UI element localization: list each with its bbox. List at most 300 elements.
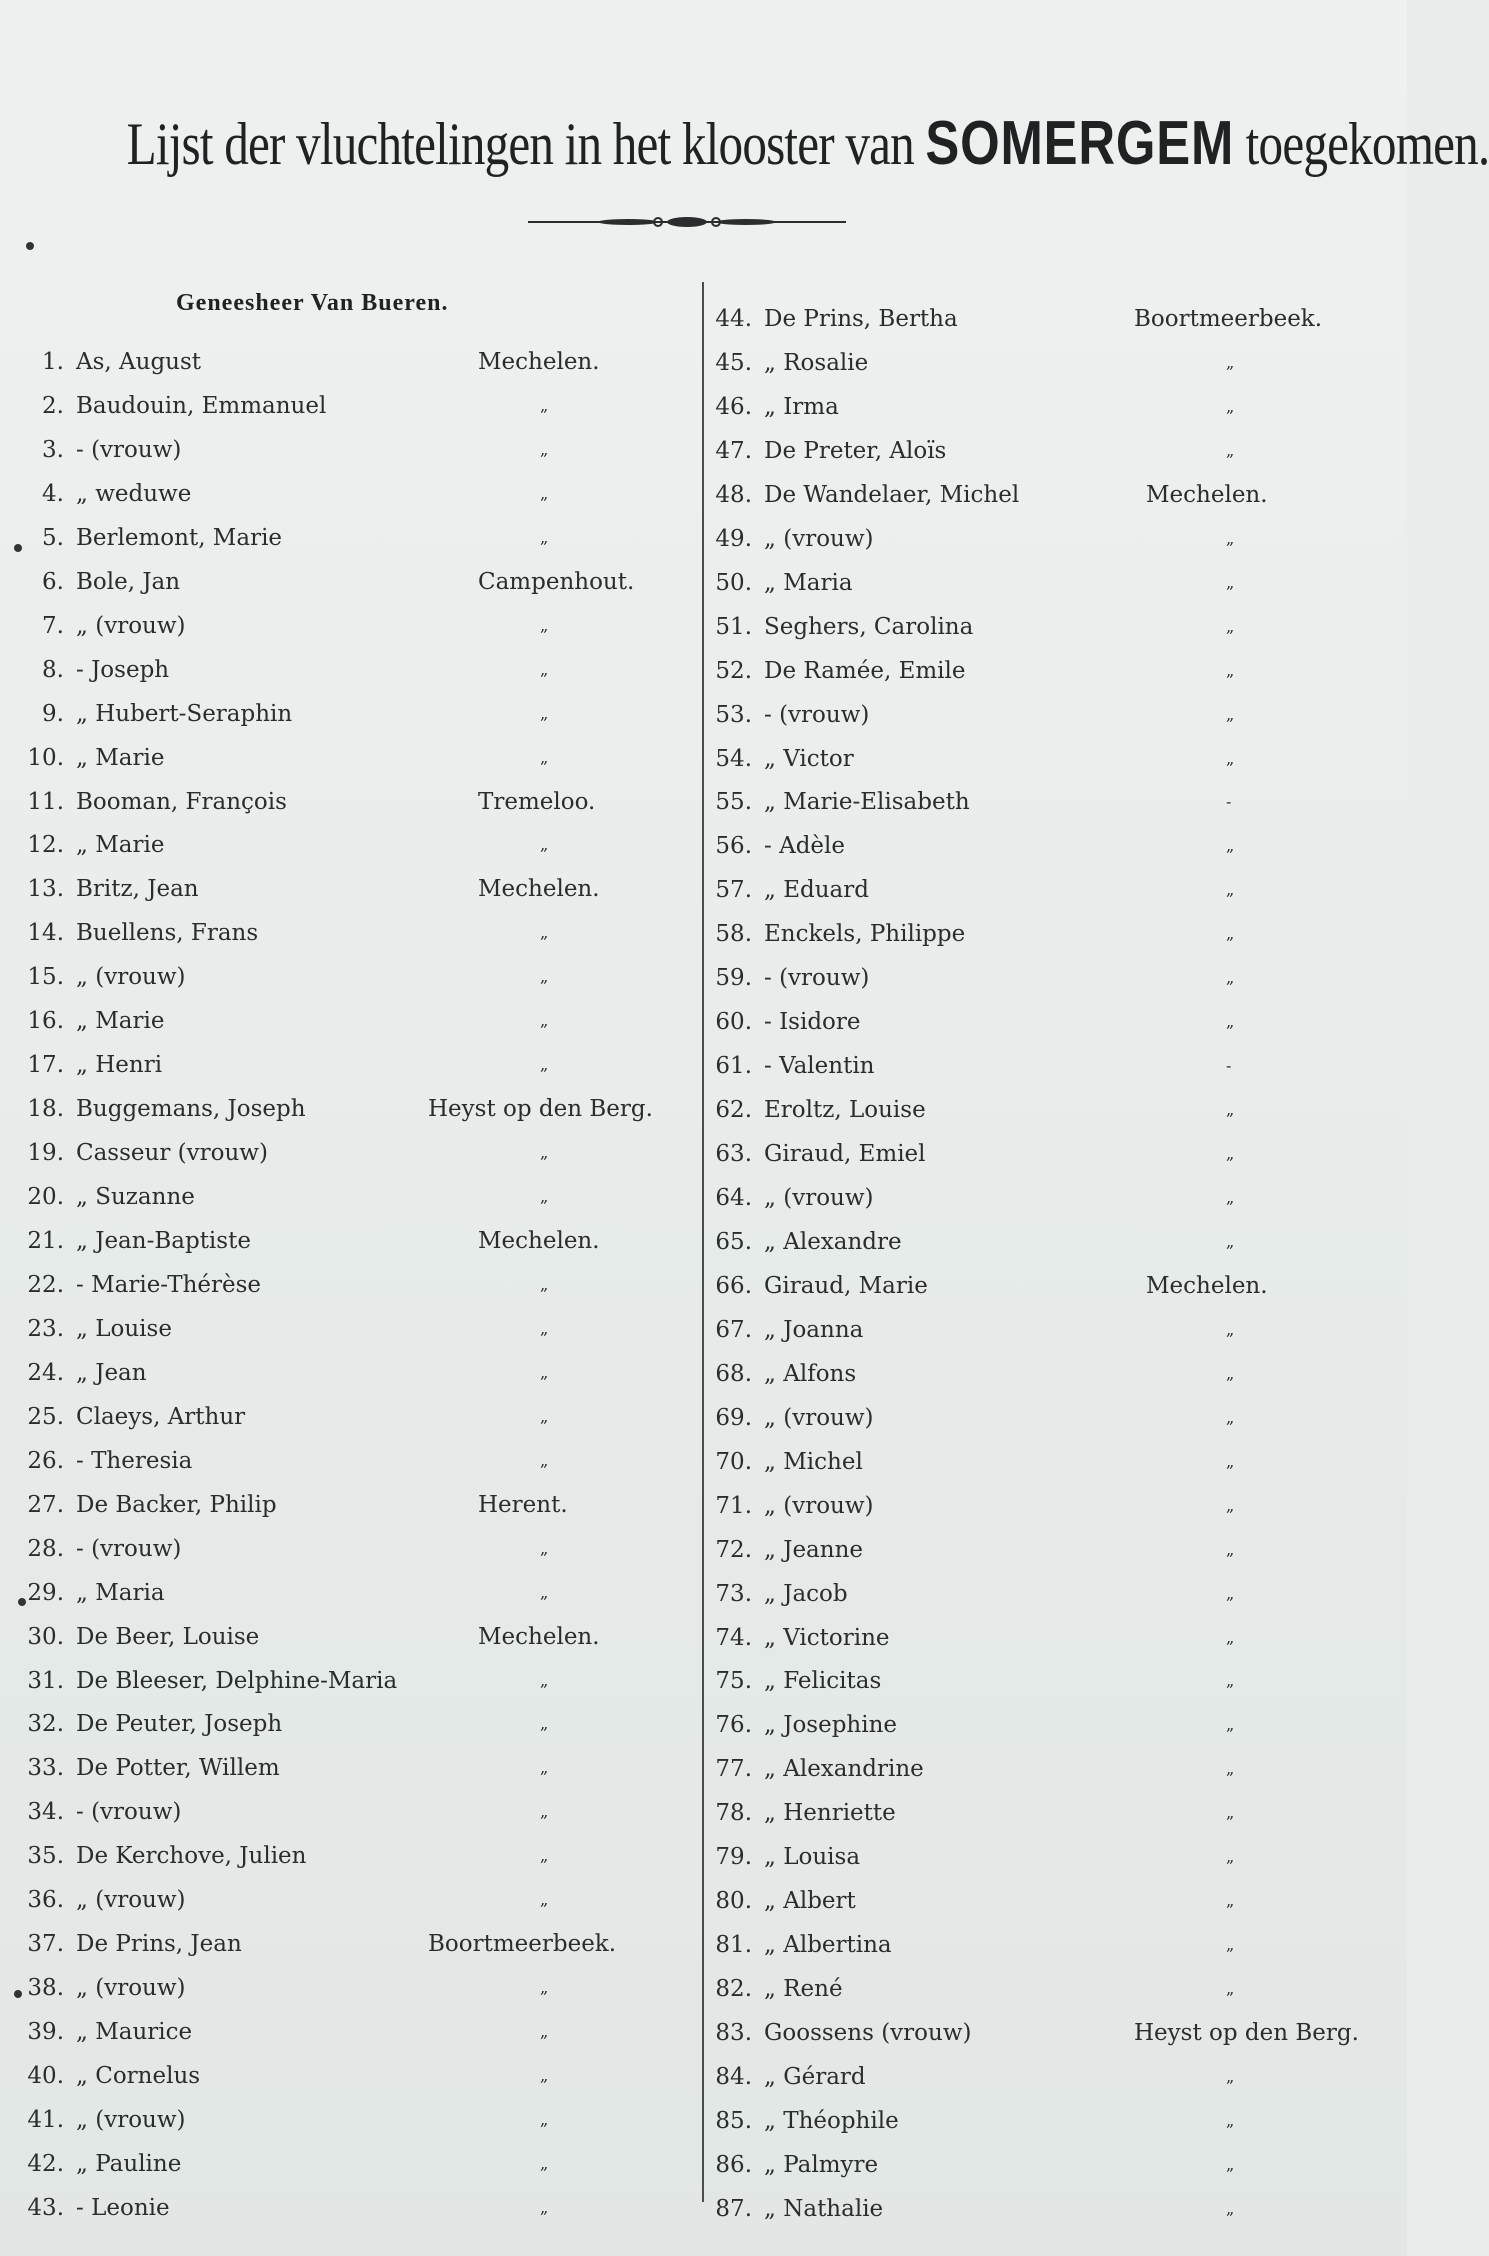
entry-number: 78. (715, 1800, 752, 1826)
entry-number: 27. (27, 1492, 64, 1518)
list-entry (706, 1402, 1396, 1434)
list-entry (18, 1621, 698, 1653)
entry-place: „ (540, 1583, 549, 1602)
list-entry (706, 2149, 1396, 2181)
entry-name: „ Maurice (76, 2019, 193, 2045)
list-entry (706, 1665, 1396, 1697)
entry-number: 56. (715, 833, 752, 859)
entry-number: 73. (715, 1581, 752, 1607)
list-entry (706, 786, 1396, 818)
list-entry (706, 1534, 1396, 1566)
entry-name: „ Suzanne (76, 1184, 195, 1210)
entry-name: - Adèle (764, 833, 845, 859)
entry-place: Campenhout. (478, 569, 635, 595)
entry-name: „ Victor (764, 746, 854, 772)
entry-place: „ (1226, 1671, 1235, 1690)
list-entry (18, 1489, 698, 1521)
entry-number: 71. (715, 1493, 752, 1519)
list-entry (706, 1182, 1396, 1214)
entry-number: 33. (27, 1755, 64, 1781)
list-entry (706, 1314, 1396, 1346)
entry-number: 29. (27, 1580, 64, 1606)
entry-number: 80. (715, 1888, 752, 1914)
list-entry (18, 961, 698, 993)
list-entry (18, 1401, 698, 1433)
entry-number: 14. (27, 920, 64, 946)
entry-name: „ Marie (76, 1008, 165, 1034)
entry-name: „ (vrouw) (764, 526, 874, 552)
entry-place: „ (1226, 2067, 1235, 2086)
entry-number: 84. (715, 2064, 752, 2090)
entry-number: 4. (42, 481, 64, 507)
list-entry (18, 873, 698, 905)
entry-name: „ (vrouw) (76, 613, 186, 639)
entry-place: „ (540, 835, 549, 854)
entry-place: „ (540, 1143, 549, 1162)
entry-name: Giraud, Emiel (764, 1141, 926, 1167)
entry-name: Casseur (vrouw) (76, 1140, 268, 1166)
entry-number: 11. (27, 789, 64, 815)
entry-name: „ Pauline (76, 2151, 182, 2177)
entry-place: „ (540, 1846, 549, 1865)
entry-number: 47. (715, 438, 752, 464)
list-entry (18, 2192, 698, 2224)
entry-number: 23. (27, 1316, 64, 1342)
list-entry (18, 1137, 698, 1169)
entry-place: „ (540, 396, 549, 415)
list-entry (18, 1269, 698, 1301)
entry-number: 1. (42, 349, 64, 375)
list-entry (18, 1928, 698, 1960)
list-entry (706, 303, 1396, 335)
entry-number: 67. (715, 1317, 752, 1343)
entry-number: 21. (27, 1228, 64, 1254)
entry-number: 19. (27, 1140, 64, 1166)
list-entry (706, 2061, 1396, 2093)
entry-number: 13. (27, 876, 64, 902)
entry-number: 8. (42, 657, 64, 683)
list-entry (18, 698, 698, 730)
entry-place: „ (540, 967, 549, 986)
list-entry (18, 1665, 698, 1697)
list-entry (706, 655, 1396, 687)
entry-number: 60. (715, 1009, 752, 1035)
entry-place: „ (1226, 1232, 1235, 1251)
column-divider (702, 282, 704, 2202)
entry-name: Claeys, Arthur (76, 1404, 246, 1430)
entry-number: 3. (42, 437, 64, 463)
entry-number: 6. (42, 569, 64, 595)
entry-place: „ (1226, 968, 1235, 987)
entry-name: Giraud, Marie (764, 1273, 928, 1299)
entry-name: „ Albertina (764, 1932, 892, 1958)
entry-name: „ weduwe (76, 481, 192, 507)
entry-name: - Theresia (76, 1448, 193, 1474)
list-entry (706, 2105, 1396, 2137)
entry-number: 48. (715, 482, 752, 508)
entry-name: - (vrouw) (76, 437, 182, 463)
entry-place: Heyst op den Berg. (1134, 2020, 1359, 2046)
list-entry (706, 1270, 1396, 1302)
entry-place: „ (540, 1978, 549, 1997)
entry-number: 38. (27, 1975, 64, 2001)
entry-place: „ (1226, 749, 1235, 768)
entry-place: „ (540, 2198, 549, 2217)
entry-number: 54. (715, 746, 752, 772)
entry-name: „ Maria (76, 1580, 165, 1606)
entry-number: 34. (27, 1799, 64, 1825)
list-entry (18, 2060, 698, 2092)
entry-place: „ (540, 748, 549, 767)
entry-name: „ Marie (76, 745, 165, 771)
list-entry (18, 1181, 698, 1213)
list-entry (706, 611, 1396, 643)
entry-place: „ (1226, 441, 1235, 460)
list-entry (18, 610, 698, 642)
list-entry (18, 2148, 698, 2180)
entry-place: „ (1226, 705, 1235, 724)
entry-number: 64. (715, 1185, 752, 1211)
entry-place: „ (540, 1407, 549, 1426)
entry-number: 66. (715, 1273, 752, 1299)
list-entry (706, 1841, 1396, 1873)
list-entry (706, 567, 1396, 599)
entry-name: „ Eduard (764, 877, 869, 903)
entry-name: De Ramée, Emile (764, 658, 966, 684)
list-entry (706, 1709, 1396, 1741)
entry-place: „ (1226, 353, 1235, 372)
entry-number: 36. (27, 1887, 64, 1913)
entry-number: 44. (715, 306, 752, 332)
entry-place: „ (540, 1011, 549, 1030)
list-entry (706, 1006, 1396, 1038)
entry-number: 30. (27, 1624, 64, 1650)
entry-number: 5. (42, 525, 64, 551)
entry-name: „ Albert (764, 1888, 856, 1914)
entry-place: „ (540, 1319, 549, 1338)
entry-place: „ (540, 1451, 549, 1470)
entry-name: „ Henriette (764, 1800, 896, 1826)
entry-name: „ Alfons (764, 1361, 857, 1387)
list-entry (706, 435, 1396, 467)
entry-name: Britz, Jean (76, 876, 199, 902)
title-part1: Lijst der vluchtelingen in het klooster van (126, 111, 914, 177)
entry-number: 83. (715, 2020, 752, 2046)
entry-place: „ (1226, 836, 1235, 855)
entry-name: Buellens, Frans (76, 920, 259, 946)
list-entry (18, 1796, 698, 1828)
list-entry (18, 566, 698, 598)
entry-name: - Joseph (76, 657, 170, 683)
entry-number: 85. (715, 2108, 752, 2134)
entry-name: „ Marie-Elisabeth (764, 789, 970, 815)
entry-number: 17. (27, 1052, 64, 1078)
entry-number: 16. (27, 1008, 64, 1034)
entry-place: „ (1226, 1100, 1235, 1119)
title-part2: toegekomen. (1245, 111, 1489, 177)
entry-place: „ (540, 2066, 549, 2085)
entry-name: „ Michel (764, 1449, 863, 1475)
entry-name: „ Alexandre (764, 1229, 902, 1255)
entry-name: „ (vrouw) (76, 1887, 186, 1913)
entry-name: De Prins, Bertha (764, 306, 958, 332)
list-entry (706, 1578, 1396, 1610)
entry-place: „ (1226, 661, 1235, 680)
entry-number: 15. (27, 964, 64, 990)
entry-place: „ (1226, 1628, 1235, 1647)
entry-number: 41. (27, 2107, 64, 2133)
entry-name: - (vrouw) (764, 965, 870, 991)
entry-name: „ Henri (76, 1052, 163, 1078)
entry-number: 70. (715, 1449, 752, 1475)
entry-number: 31. (27, 1668, 64, 1694)
list-entry (706, 1973, 1396, 2005)
entry-name: „ Louisa (764, 1844, 861, 1870)
entry-name: De Wandelaer, Michel (764, 482, 1020, 508)
entry-name: „ Felicitas (764, 1668, 882, 1694)
entry-name: As, August (76, 349, 202, 375)
entry-name: „ Joanna (764, 1317, 864, 1343)
entry-name: De Preter, Aloïs (764, 438, 947, 464)
entry-number: 18. (27, 1096, 64, 1122)
entry-name: „ (vrouw) (76, 964, 186, 990)
entry-name: De Potter, Willem (76, 1755, 280, 1781)
list-entry (706, 874, 1396, 906)
entry-number: 65. (715, 1229, 752, 1255)
entry-place: „ (540, 616, 549, 635)
list-entry (18, 434, 698, 466)
entry-place: „ (540, 2110, 549, 2129)
list-entry (18, 1884, 698, 1916)
entry-place: „ (1226, 2199, 1235, 2218)
entry-number: 53. (715, 702, 752, 728)
entry-number: 9. (42, 701, 64, 727)
list-entry (706, 743, 1396, 775)
entry-name: „ (vrouw) (76, 2107, 186, 2133)
list-entry (18, 1840, 698, 1872)
entry-number: 81. (715, 1932, 752, 1958)
entry-place: „ (1226, 529, 1235, 548)
entry-place: „ (1226, 1935, 1235, 1954)
entry-place: „ (540, 2154, 549, 2173)
list-entry (706, 1226, 1396, 1258)
list-entry (706, 1358, 1396, 1390)
entry-name: „ Josephine (764, 1712, 898, 1738)
entry-name: „ Victorine (764, 1625, 890, 1651)
list-entry (18, 1445, 698, 1477)
entry-place: „ (1226, 1979, 1235, 1998)
entry-place: „ (1226, 1847, 1235, 1866)
entry-name: „ Nathalie (764, 2196, 884, 2222)
entry-number: 82. (715, 1976, 752, 2002)
entry-name: „ Hubert-Seraphin (76, 701, 293, 727)
entry-place: „ (1226, 2111, 1235, 2130)
entry-place: „ (1226, 1540, 1235, 1559)
entry-number: 77. (715, 1756, 752, 1782)
list-entry (706, 918, 1396, 950)
list-entry (706, 962, 1396, 994)
entry-place: „ (540, 1275, 549, 1294)
list-entry (706, 2017, 1396, 2049)
entry-number: 24. (27, 1360, 64, 1386)
entry-place: „ (540, 1890, 549, 1909)
list-entry (706, 1050, 1396, 1082)
entry-number: 28. (27, 1536, 64, 1562)
entry-number: 32. (27, 1711, 64, 1737)
entry-number: 40. (27, 2063, 64, 2089)
entry-place: Mechelen. (478, 1624, 600, 1650)
entry-place: „ (1226, 1188, 1235, 1207)
entry-name: De Peuter, Joseph (76, 1711, 283, 1737)
list-entry (18, 2016, 698, 2048)
entry-name: Booman, François (76, 789, 287, 815)
entry-number: 63. (715, 1141, 752, 1167)
entry-number: 76. (715, 1712, 752, 1738)
entry-place: Herent. (478, 1492, 568, 1518)
list-entry (18, 478, 698, 510)
entry-name: „ (vrouw) (764, 1185, 874, 1211)
entry-name: „ Gérard (764, 2064, 866, 2090)
entry-number: 58. (715, 921, 752, 947)
entry-place: „ (540, 440, 549, 459)
list-entry (706, 1753, 1396, 1785)
entry-place: - (1226, 792, 1232, 811)
entry-name: „ René (764, 1976, 843, 2002)
entry-name: - Valentin (764, 1053, 875, 1079)
entry-number: 55. (715, 789, 752, 815)
list-entry (18, 1005, 698, 1037)
entry-name: „ Alexandrine (764, 1756, 924, 1782)
entry-place: „ (1226, 1496, 1235, 1515)
entry-number: 45. (715, 350, 752, 376)
entry-number: 37. (27, 1931, 64, 1957)
entry-place: „ (540, 1714, 549, 1733)
list-entry (18, 742, 698, 774)
entry-name: „ Louise (76, 1316, 172, 1342)
entry-place: Mechelen. (1146, 482, 1268, 508)
entry-name: „ (vrouw) (76, 1975, 186, 2001)
entry-place: „ (540, 1363, 549, 1382)
entry-number: 35. (27, 1843, 64, 1869)
entry-name: „ Théophile (764, 2108, 899, 2134)
entry-name: „ Jeanne (764, 1537, 864, 1563)
entry-number: 42. (27, 2151, 64, 2177)
entry-name: „ Jacob (764, 1581, 848, 1607)
entry-place: Mechelen. (1146, 1273, 1268, 1299)
entry-place: - (1226, 1056, 1232, 1075)
entry-place: „ (1226, 1012, 1235, 1031)
entry-number: 72. (715, 1537, 752, 1563)
entry-name: De Prins, Jean (76, 1931, 242, 1957)
entry-place: Boortmeerbeek. (1134, 306, 1323, 332)
entry-place: Mechelen. (478, 876, 600, 902)
entry-place: „ (540, 1055, 549, 1074)
punch-mark (26, 242, 34, 250)
entry-place: „ (540, 1758, 549, 1777)
entry-place: „ (1226, 1452, 1235, 1471)
entry-number: 68. (715, 1361, 752, 1387)
list-entry (18, 829, 698, 861)
entry-name: „ Irma (764, 394, 839, 420)
entry-place: „ (1226, 1891, 1235, 1910)
entry-number: 12. (27, 832, 64, 858)
title-ornament (528, 212, 846, 232)
list-entry (706, 2193, 1396, 2225)
entry-place: „ (1226, 397, 1235, 416)
list-entry (706, 479, 1396, 511)
list-entry (18, 2104, 698, 2136)
entry-number: 52. (715, 658, 752, 684)
entry-place: „ (540, 660, 549, 679)
entry-name: „ Rosalie (764, 350, 869, 376)
list-entry (18, 1357, 698, 1389)
entry-place: Boortmeerbeek. (428, 1931, 617, 1957)
entry-name: - (vrouw) (76, 1799, 182, 1825)
entry-place: „ (1226, 2155, 1235, 2174)
entry-name: Seghers, Carolina (764, 614, 974, 640)
entry-name: - Marie-Thérèse (76, 1272, 262, 1298)
entry-name: Bole, Jan (76, 569, 181, 595)
entry-number: 57. (715, 877, 752, 903)
entry-name: „ Jean-Baptiste (76, 1228, 251, 1254)
entry-number: 69. (715, 1405, 752, 1431)
entry-place: Tremeloo. (478, 789, 596, 815)
entry-name: - Leonie (76, 2195, 170, 2221)
entry-place: Heyst op den Berg. (428, 1096, 653, 1122)
list-entry (706, 1929, 1396, 1961)
list-entry (18, 917, 698, 949)
list-entry (18, 1708, 698, 1740)
entry-place: „ (1226, 1715, 1235, 1734)
entry-place: „ (1226, 1584, 1235, 1603)
entry-place: „ (1226, 1408, 1235, 1427)
entry-name: „ Cornelus (76, 2063, 201, 2089)
entry-name: De Kerchove, Julien (76, 1843, 307, 1869)
entry-number: 87. (715, 2196, 752, 2222)
entry-number: 62. (715, 1097, 752, 1123)
list-entry (18, 346, 698, 378)
list-entry (18, 1049, 698, 1081)
entry-number: 22. (27, 1272, 64, 1298)
entry-place: Mechelen. (478, 1228, 600, 1254)
entry-name: Enckels, Philippe (764, 921, 966, 947)
entry-name: „ Jean (76, 1360, 147, 1386)
entry-name: De Beer, Louise (76, 1624, 260, 1650)
entry-number: 39. (27, 2019, 64, 2045)
entry-number: 59. (715, 965, 752, 991)
entry-name: Buggemans, Joseph (76, 1096, 306, 1122)
list-entry (18, 522, 698, 554)
entry-place: Mechelen. (478, 349, 600, 375)
entry-name: „ Maria (764, 570, 853, 596)
entry-place: „ (1226, 924, 1235, 943)
entry-name: - (vrouw) (76, 1536, 182, 1562)
list-entry (18, 1577, 698, 1609)
entry-name: De Bleeser, Delphine-Maria (76, 1668, 398, 1694)
list-entry (706, 1885, 1396, 1917)
entry-number: 50. (715, 570, 752, 596)
entry-place: „ (1226, 1320, 1235, 1339)
entry-place: „ (1226, 1759, 1235, 1778)
entry-name: - Isidore (764, 1009, 861, 1035)
list-entry (706, 391, 1396, 423)
list-entry (18, 654, 698, 686)
list-entry (706, 1622, 1396, 1654)
list-entry (706, 1138, 1396, 1170)
list-entry (18, 786, 698, 818)
entry-number: 49. (715, 526, 752, 552)
list-entry (706, 830, 1396, 862)
